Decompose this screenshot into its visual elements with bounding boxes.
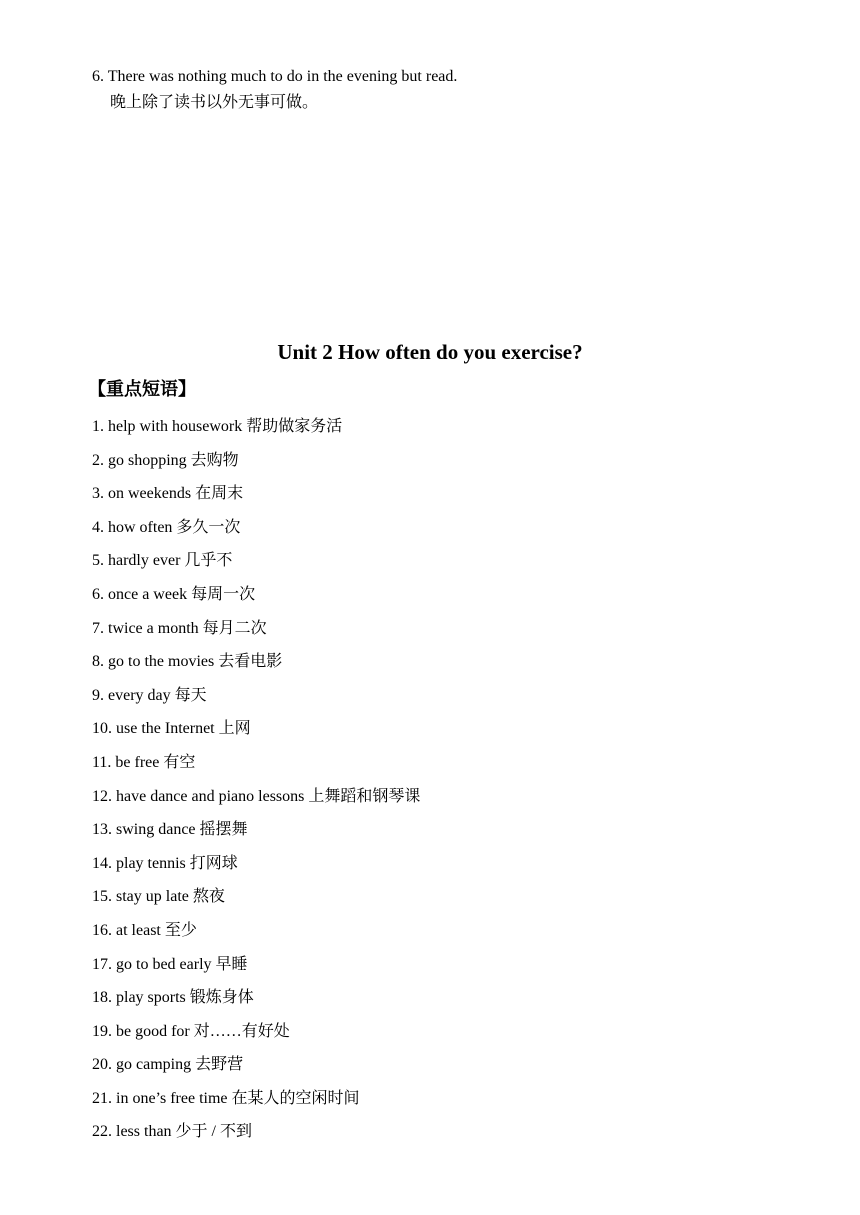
phrase-item: 3. on weekends 在周末: [92, 485, 244, 503]
sentence-chinese: 晚上除了读书以外无事可做。: [110, 94, 319, 111]
phrase-item: 2. go shopping 去购物: [92, 451, 239, 469]
phrase-item: 16. at least 至少: [92, 921, 197, 939]
phrase-item: 19. be good for 对……有好处: [92, 1022, 290, 1040]
phrase-item: 13. swing dance 摇摆舞: [92, 821, 248, 839]
unit-title: Unit 2 How often do you exercise?: [277, 340, 583, 364]
phrase-item: 20. go camping 去野营: [92, 1056, 244, 1074]
section-heading: 【重点短语】: [88, 379, 196, 400]
phrase-item: 6. once a week 每周一次: [92, 585, 256, 603]
phrase-item: 18. play sports 锻炼身体: [92, 989, 254, 1007]
phrase-item: 15. stay up late 熬夜: [92, 888, 225, 906]
phrase-item: 17. go to bed early 早睡: [92, 955, 248, 973]
phrase-item: 21. in one’s free time 在某人的空闲时间: [92, 1089, 360, 1107]
phrase-item: 1. help with housework 帮助做家务活: [92, 418, 343, 435]
phrase-list: [92, 414, 420, 1153]
phrase-item: 10. use the Internet 上网: [92, 720, 251, 738]
sentence-english: 6. There was nothing much to do in the evening but read.: [92, 68, 458, 85]
previous-sentence-item: [92, 64, 457, 116]
phrase-item: 22. less than 少于 / 不到: [92, 1123, 252, 1141]
phrase-item: 11. be free 有空: [92, 753, 196, 771]
phrase-item: 5. hardly ever 几乎不: [92, 552, 233, 570]
phrase-item: 12. have dance and piano lessons 上舞蹈和钢琴课: [92, 787, 421, 805]
phrase-item: 9. every day 每天: [92, 686, 207, 704]
phrase-item: 4. how often 多久一次: [92, 518, 241, 536]
phrase-item: 8. go to the movies 去看电影: [92, 653, 283, 671]
phrase-item: 7. twice a month 每月二次: [92, 619, 267, 637]
phrase-item: 14. play tennis 打网球: [92, 854, 238, 872]
